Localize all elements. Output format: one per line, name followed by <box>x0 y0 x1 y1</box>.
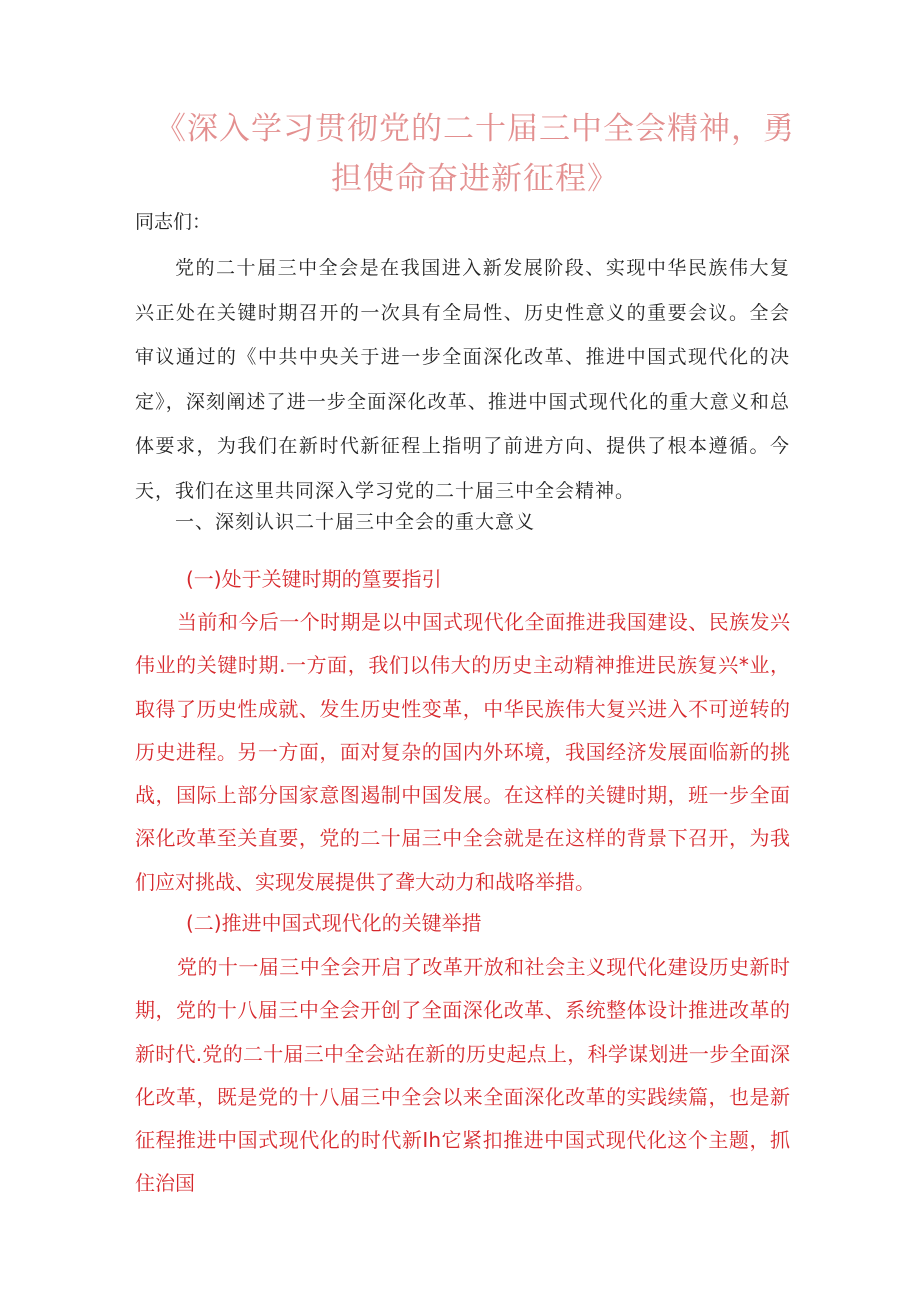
subsection-heading-2: (二)推进中国式现代化的关键举措 <box>186 911 482 935</box>
subsection-paragraph-2: 党的十一届三中全会开启了改革开放和社会主义现代化建设历史新时期，党的十八届三中全会开创了全面深化改革、系统整体设计推进改革的新时代.党的二十届三中全会站在新的历史起点上，科学谋划进一步全面深化改革，既是党的十八届三中全会以来全面深化改革的实践续篇，也是新征程推进中国式现代化的时代新Ih它紧扣推进中国式现代化这个主题，抓住治国 <box>135 955 790 1196</box>
salutation: 同志们： <box>135 211 212 233</box>
document-title: 《深入学习贯彻党的二十届三中全会精神，勇担使命奋进新征程》 <box>155 111 795 197</box>
intro-paragraph: 党的二十届三中全会是在我国进入新发展阶段、实现中华民族伟大复兴正处在关键时期召开的一次具有全局性、历史性意义的重要会议。全会审议通过的《中共中央关于进一步全面深化改革、推进中国式现代化的决定》，深刻阐述了进一步全面深化改革、推进中国式现代化的重大意义和总体要求，为我们在新时代新征程上指明了前进方向、提供了根本遵循。今天，我们在这里共同深入学习党的二十届三中全会精神。 <box>135 257 790 502</box>
section-heading-1: 一、深刻认识二十届三中全会的重大意义 <box>175 511 536 533</box>
subsection-paragraph-1: 当前和今后一个时期是以中国式现代化全面推进我国建设、民族发兴伟业的关键时期.一方面，我们以伟大的历史主动精神推进民族复兴*业，取得了历史性成就、发生历史性变革，中华民族伟大复兴进入不可逆转的历史进程。另一方面，面对复杂的国内外环境，我国经济发展面临新的挑战，国际上部分国家意图遏制中国发展。在这样的关键时期，班一步全面深化改革至关直要，党的二十届三中全会就是在这样的背景下召开，为我们应对挑战、实现发展提供了聋大动力和战咯举措。 <box>135 610 790 894</box>
subsection-heading-1: (一)处于关键时期的篁要指引 <box>186 567 442 591</box>
